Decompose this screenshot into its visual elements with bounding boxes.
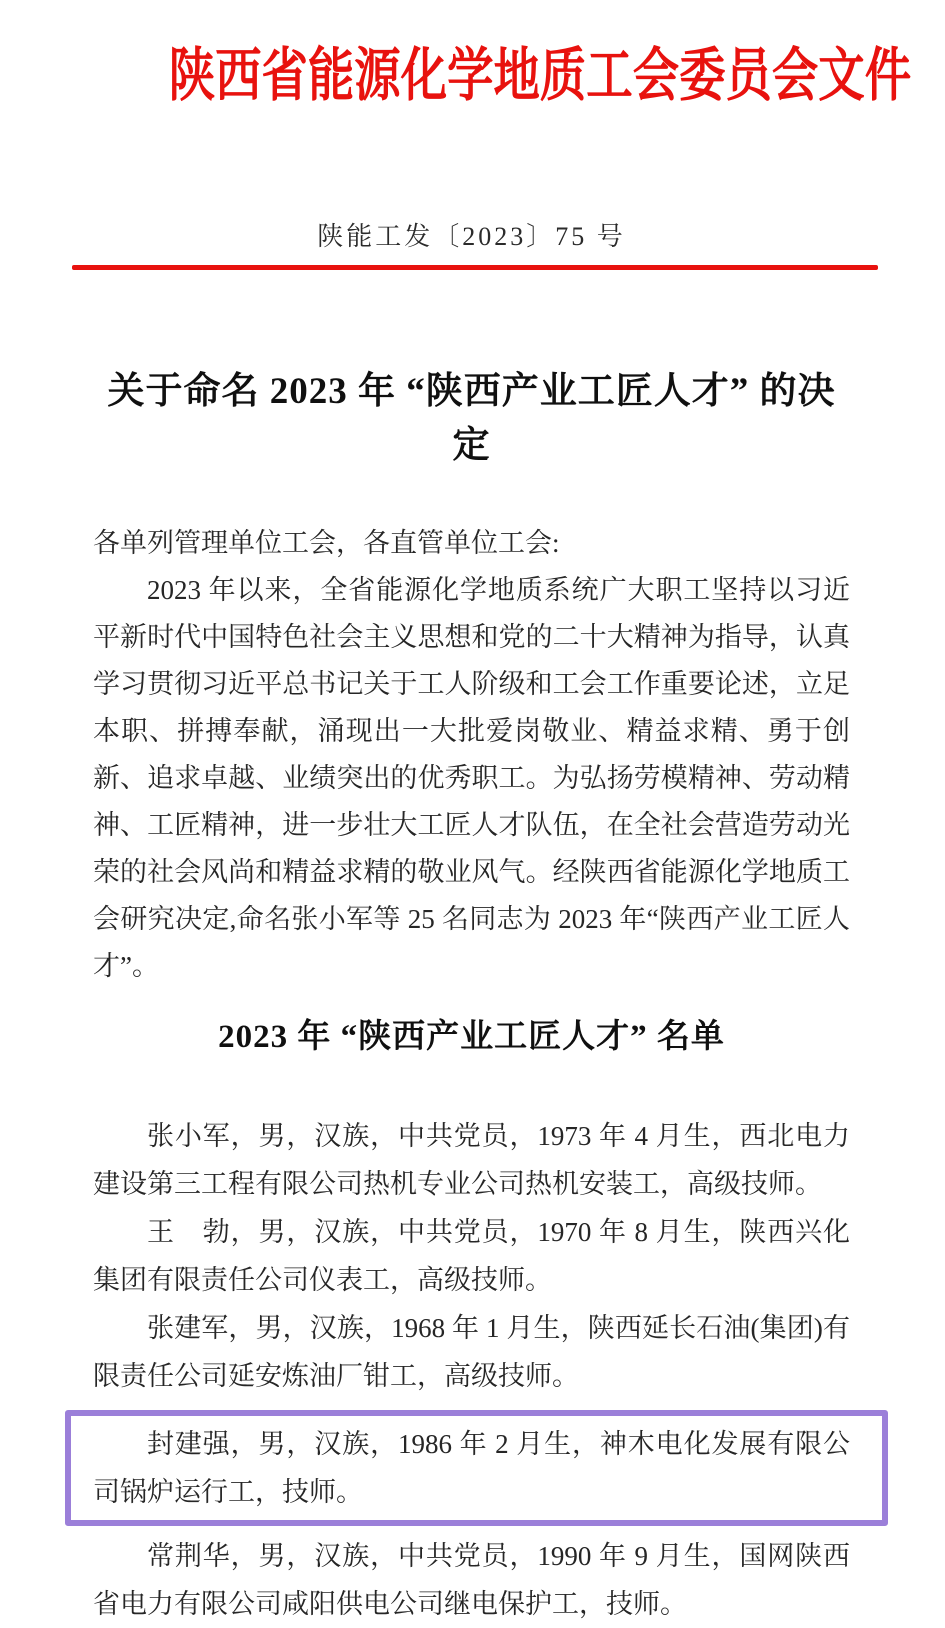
talent-entry-5: 常荆华，男，汉族，中共党员，1990 年 9 月生，国网陕西省电力有限公司咸阳供电公司继电保护工，技师。 [93,1541,850,1619]
salutation: 各单列管理单位工会，各直管单位工会: [93,528,560,558]
decision-paragraph: 2023 年以来，全省能源化学地质系统广大职工坚持以习近平新时代中国特色社会主义思想和党的二十大精神为指导，认真学习贯彻习近平总书记关于工人阶级和工会工作重要论述，立足本职、拼搏奉献，涌现出一大批爱岗敬业、精益求精、勇于创新、追求卓越、业绩突出的优秀职工。为弘扬劳模精神、劳动精神、工匠精神，进一步壮大工匠人才队伍，在全社会营造劳动光荣的社会风尚和精益求精的敬业风气。经陕西省能源化学地质工会研究决定,命名张小军等 25 名同志为 2023 年“陕西产业工匠人才”。 [93,575,850,981]
talent-entry-2: 王 勃，男，汉族，中共党员，1970 年 8 月生，陕西兴化集团有限责任公司仪表工，高级技师。 [93,1217,850,1295]
talent-entry-3: 张建军，男，汉族，1968 年 1 月生，陕西延长石油(集团)有限责任公司延安炼油厂钳工，高级技师。 [93,1313,850,1391]
red-divider [72,265,878,270]
org-title: 陕西省能源化学地质工会委员会文件 [168,43,912,108]
highlight-box [65,1410,888,1526]
talent-list-title: 2023 年 “陕西产业工匠人才” 名单 [218,1019,725,1055]
talent-list [93,1112,850,1628]
document-title: 关于命名 2023 年 “陕西产业工匠人才” 的决定 [107,371,836,466]
letterhead [93,36,912,270]
talent-entry-1: 张小军，男，汉族，中共党员，1973 年 4 月生，西北电力建设第三工程有限公司热机专业公司热机安装工，高级技师。 [93,1121,850,1199]
talent-entry-4-highlighted: 封建强，男，汉族，1986 年 2 月生，神木电化发展有限公司锅炉运行工，技师。 [93,1429,850,1507]
doc-number: 陕能工发〔2023〕75 号 [317,222,626,251]
document-page [0,36,945,1619]
document-body [93,360,850,1628]
